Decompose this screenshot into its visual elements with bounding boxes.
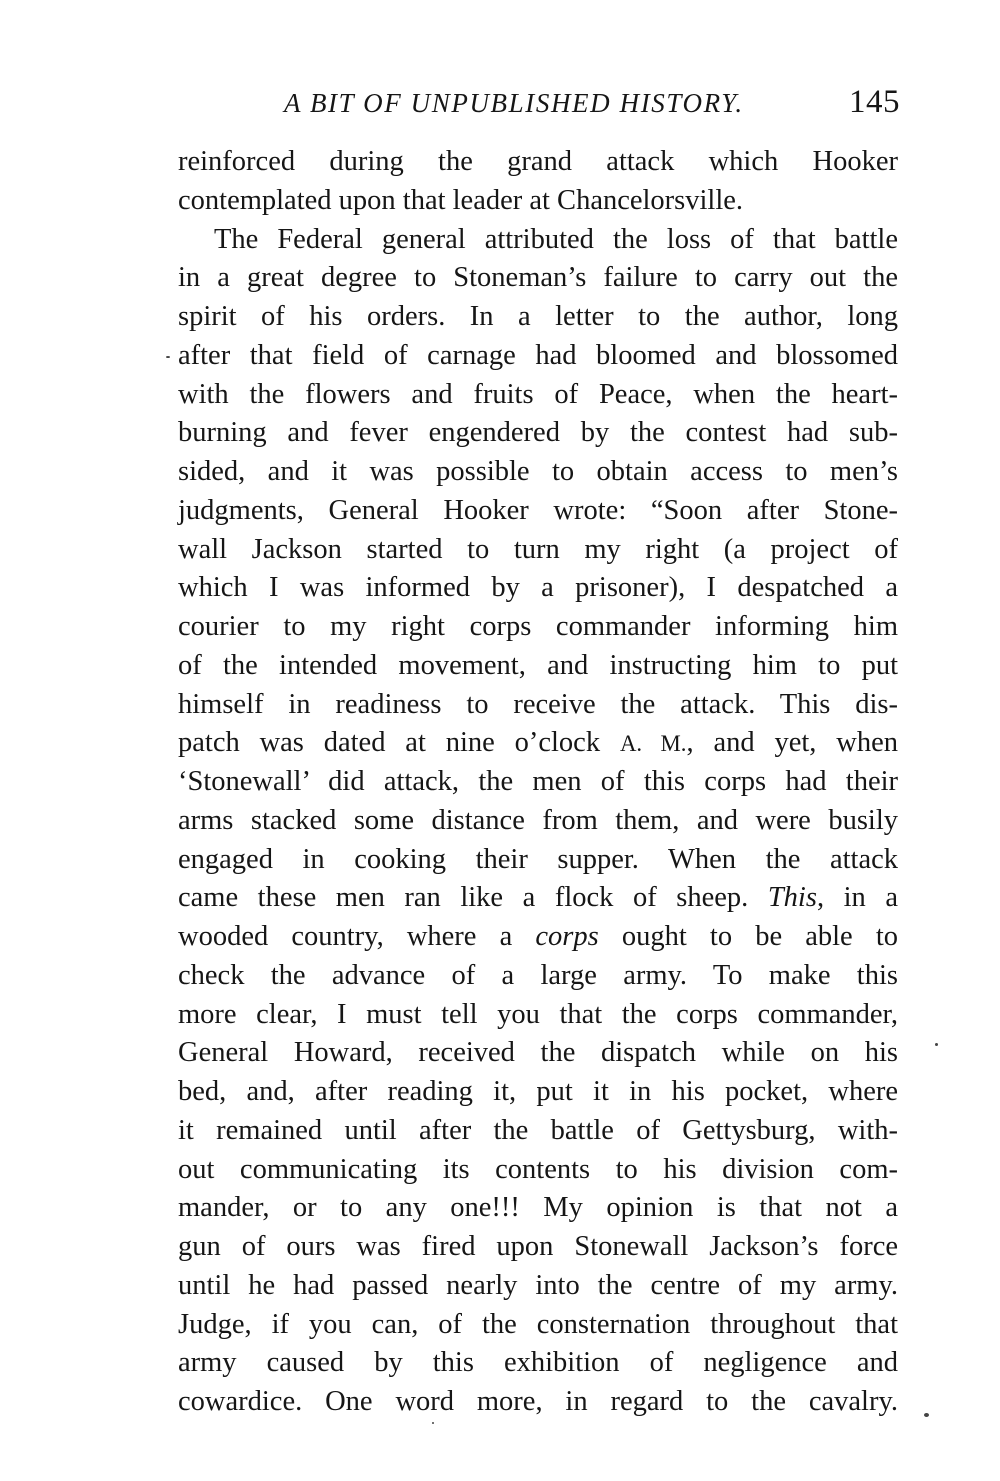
text-line: spirit of his orders. In a letter to the author, long — [178, 301, 898, 332]
text-line: mander, or to any one!!! My opinion is that not a — [178, 1192, 898, 1224]
text-line: which I was informed by a prisoner), I despatched a — [178, 572, 898, 604]
text-segment: wooded country, where a — [178, 921, 536, 952]
italic-text: This — [767, 882, 817, 914]
text-line: cowardice. One word more, in regard to the cavalry. — [178, 1386, 898, 1417]
italic-text: corps — [535, 921, 599, 952]
page-header — [180, 84, 902, 128]
text-line: arms stacked some distance from them, and were busily — [178, 804, 898, 836]
text-line: with the flowers and fruits of Peace, when the heart- — [178, 378, 898, 410]
text-line: judgments, General Hooker wrote: “Soon after Stone- — [178, 494, 898, 526]
print-speck — [432, 1422, 434, 1424]
running-title: A BIT OF UNPUBLISHED HISTORY. — [284, 88, 744, 118]
text-line: engaged in cooking their supper. When the attack — [178, 843, 898, 875]
text-line: check the advance of a large army. To make this — [178, 959, 898, 991]
text-line: wall Jackson started to turn my right (a project of — [178, 533, 898, 565]
print-speck — [166, 356, 170, 358]
text-line: burning and fever engendered by the contest had sub- — [178, 417, 898, 449]
text-line: Judge, if you can, of the consternation throughout that — [178, 1308, 898, 1340]
text-line: after that field of carnage had bloomed and blossomed — [178, 339, 898, 371]
text-segment: , and yet, when — [686, 727, 898, 759]
page-number: 145 — [849, 84, 900, 120]
text-line — [178, 724, 898, 763]
text-line: ‘Stonewall’ did attack, the men of this corps had their — [178, 766, 898, 797]
text-line: courier to my right corps commander informing him — [178, 611, 898, 642]
body-text — [178, 143, 898, 1422]
text-line: gun of ours was fired upon Stonewall Jackson’s force — [178, 1231, 898, 1262]
text-line — [178, 879, 898, 918]
text-line: The Federal general attributed the loss of that battle — [214, 223, 898, 255]
text-line: bed, and, after reading it, put it in his pocket, where — [178, 1076, 898, 1107]
text-line: more clear, I must tell you that the corps commander, — [178, 998, 898, 1030]
text-line: sided, and it was possible to obtain access to men’s — [178, 456, 898, 487]
text-line: army caused by this exhibition of negligence and — [178, 1347, 898, 1379]
text-line: in a great degree to Stoneman’s failure to carry out the — [178, 262, 898, 294]
print-speck — [924, 1413, 929, 1417]
text-line: out communicating its contents to his division com- — [178, 1153, 898, 1185]
text-segment: , in a — [816, 882, 898, 914]
text-line: himself in readiness to receive the attack. This dis- — [178, 688, 898, 720]
text-line: of the intended movement, and instructing him to put — [178, 649, 898, 681]
text-line: until he had passed nearly into the centre of my army. — [178, 1269, 898, 1301]
text-line: contemplated upon that leader at Chancelorsville. — [178, 184, 744, 216]
small-caps-text: A. M. — [619, 731, 687, 757]
text-line: it remained until after the battle of Gettysburg, with- — [178, 1114, 898, 1146]
text-line: reinforced during the grand attack which Hooker — [178, 146, 898, 177]
text-line — [178, 918, 898, 957]
text-segment: ought to be able to — [598, 921, 899, 952]
text-segment: patch was dated at nine o’clock — [178, 727, 620, 759]
print-speck — [935, 1043, 938, 1046]
text-line: General Howard, received the dispatch while on his — [178, 1037, 898, 1069]
text-segment: came these men ran like a flock of sheep. — [178, 882, 768, 914]
